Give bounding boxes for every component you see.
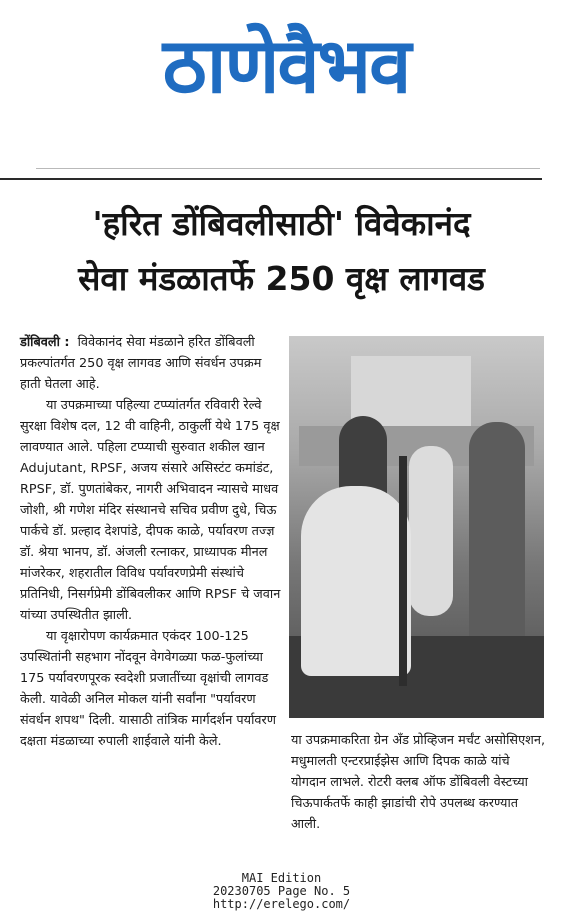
photo-building — [351, 356, 471, 426]
article-headline — [0, 196, 563, 306]
footer-edition: MAI Edition — [241, 871, 322, 885]
dateline: डोंबिवली : — [20, 335, 70, 350]
article-photo-tree-plantation — [289, 336, 544, 718]
newspaper-logo: ठाणेवैभव — [162, 21, 410, 110]
article-paragraph-4: या उपक्रमाकरिता ग्रेन अँड प्रोव्हिजन मर्चंट असोसिएशन, मधुमालती एन्टरप्राईझेस आणि दिपक काळे यांचे योगदान लाभले. रोटरी क्लब ऑफ डोंबिवली वेस्टच्या चिऊपार्कतर्फे काही झाडांची रोपे उपलब्ध करण्यात आली. — [291, 733, 546, 832]
masthead-divider — [0, 178, 542, 180]
article-paragraph-3: या वृक्षारोपण कार्यक्रमात एकंदर 100-125 उपस्थितांनी सहभाग नोंदवून वेगवेगळ्या फळ-फुलांच्या 175 पर्यावरणपूरक स्वदेशी प्रजातींच्या वृक्षांची लागवड केली. यावेळी अनिल मोकल यांनी सर्वांना "पर्यावरण संवर्धन शपथ" दिली. यासाठी तांत्रिक मार्गदर्शन पर्यावरण दक्षता मंडळाच्या रुपाली शाईवाले यांनी केले. — [20, 629, 276, 749]
headline-line-1: 'हरित डोंबिवलीसाठी' विवेकानंद — [92, 204, 471, 243]
headline-line-2: सेवा मंडळातर्फे 250 वृक्ष लागवड — [78, 259, 485, 298]
photo-person-right — [469, 422, 525, 652]
photo-person-planting — [301, 486, 411, 676]
page-footer — [0, 872, 563, 911]
paragraph-1-text: विवेकानंद सेवा मंडळाने हरित डोंबिवली प्रकल्पांतर्गत 250 वृक्ष लागवड आणि संवर्धन उपक्रम हाती घेतला आहे. — [20, 335, 262, 392]
photo-sapling — [399, 456, 407, 686]
masthead — [0, 0, 563, 176]
footer-url: http://erelego.com/ — [212, 897, 351, 911]
article-paragraph-1 — [20, 332, 282, 395]
article-body-left-column — [20, 332, 282, 752]
masthead-thin-rule — [36, 168, 540, 169]
footer-date-page: 20230705 Page No. 5 — [212, 884, 351, 898]
article-paragraph-2: या उपक्रमाच्या पहिल्या टप्प्यांतर्गत रविवारी रेल्वे सुरक्षा विशेष दल, 12 वी वाहिनी, ठाकुर्ली येथे 175 वृक्ष लावण्यात आले. पहिला टप्प्याची सुरुवात शकील खान Adujutant, RPSF, अजय संसारे असिस्टंट कमांडंट, RPSF, डॉ. पुणतांबेकर, नागरी अभिवादन न्यासचे माधव जोशी, श्री गणेश मंदिर संस्थानचे सचिव प्रवीण दुधे, चिऊ पार्कचे डॉ. प्रल्हाद देशपांडे, दीपक काळे, पर्यावरण तज्ज्ञ डॉ. श्रेया भानप, डॉ. अंजली रत्नाकर, प्राध्यापक मीनल मांजरेकर, शहरातील विविध पर्यावरणप्रेमी संस्थांचे प्रतिनिधी, निसर्गप्रेमी डोंबिवलीकर आणि RPSF चे जवान यांच्या उपस्थितीत झाली. — [20, 398, 281, 623]
photo-person-middle — [409, 446, 453, 616]
